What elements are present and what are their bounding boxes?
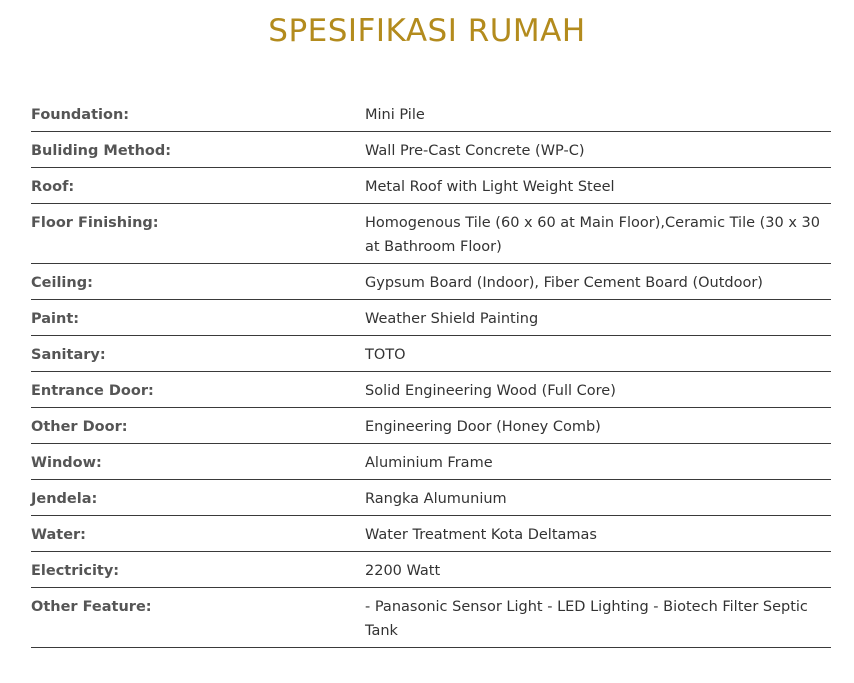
spec-row-paint xyxy=(31,300,831,336)
page-title: SPESIFIKASI RUMAH xyxy=(268,13,586,49)
spec-table xyxy=(31,96,831,648)
spec-row-jendela xyxy=(31,480,831,516)
spec-label: Other Feature: xyxy=(31,599,152,615)
spec-row-foundation xyxy=(31,96,831,132)
spec-label: Buliding Method: xyxy=(31,143,172,159)
spec-label: Electricity: xyxy=(31,563,120,579)
spec-value: Wall Pre-Cast Concrete (WP-C) xyxy=(365,143,585,159)
spec-label: Ceiling: xyxy=(31,275,93,291)
spec-label: Paint: xyxy=(31,311,80,327)
spec-value: Water Treatment Kota Deltamas xyxy=(365,527,597,543)
spec-row-sanitary xyxy=(31,336,831,372)
spec-row-entrance-door xyxy=(31,372,831,408)
spec-value: - Panasonic Sensor Light - LED Lighting - Biotech Filter Septic Tank xyxy=(365,599,808,639)
spec-value: Homogenous Tile (60 x 60 at Main Floor),Ceramic Tile (30 x 30 at Bathroom Floor) xyxy=(365,215,821,255)
spec-label: Entrance Door: xyxy=(31,383,154,399)
spec-value: Mini Pile xyxy=(365,107,425,123)
spec-row-roof xyxy=(31,168,831,204)
spec-label: Window: xyxy=(31,455,102,471)
spec-row-ceiling xyxy=(31,264,831,300)
spec-label: Other Door: xyxy=(31,419,128,435)
spec-value: Gypsum Board (Indoor), Fiber Cement Board (Outdoor) xyxy=(365,275,763,291)
spec-row-floor-finishing xyxy=(31,204,831,264)
spec-label: Floor Finishing: xyxy=(31,215,159,231)
spec-value: Metal Roof with Light Weight Steel xyxy=(365,179,615,195)
spec-row-electricity xyxy=(31,552,831,588)
spec-row-other-feature xyxy=(31,588,831,648)
spec-value: Engineering Door (Honey Comb) xyxy=(365,419,601,435)
spec-value: Weather Shield Painting xyxy=(365,311,539,327)
spec-value: Aluminium Frame xyxy=(365,455,493,471)
spec-label: Roof: xyxy=(31,179,75,195)
spec-row-building-method xyxy=(31,132,831,168)
spec-value: 2200 Watt xyxy=(365,563,441,579)
spec-row-other-door xyxy=(31,408,831,444)
spec-row-window xyxy=(31,444,831,480)
spec-value: Solid Engineering Wood (Full Core) xyxy=(365,383,616,399)
spec-label: Jendela: xyxy=(31,491,98,507)
spec-label: Water: xyxy=(31,527,86,543)
spec-row-water xyxy=(31,516,831,552)
spec-label: Sanitary: xyxy=(31,347,106,363)
spec-value: TOTO xyxy=(365,347,406,363)
spec-value: Rangka Alumunium xyxy=(365,491,507,507)
spec-label: Foundation: xyxy=(31,107,130,123)
